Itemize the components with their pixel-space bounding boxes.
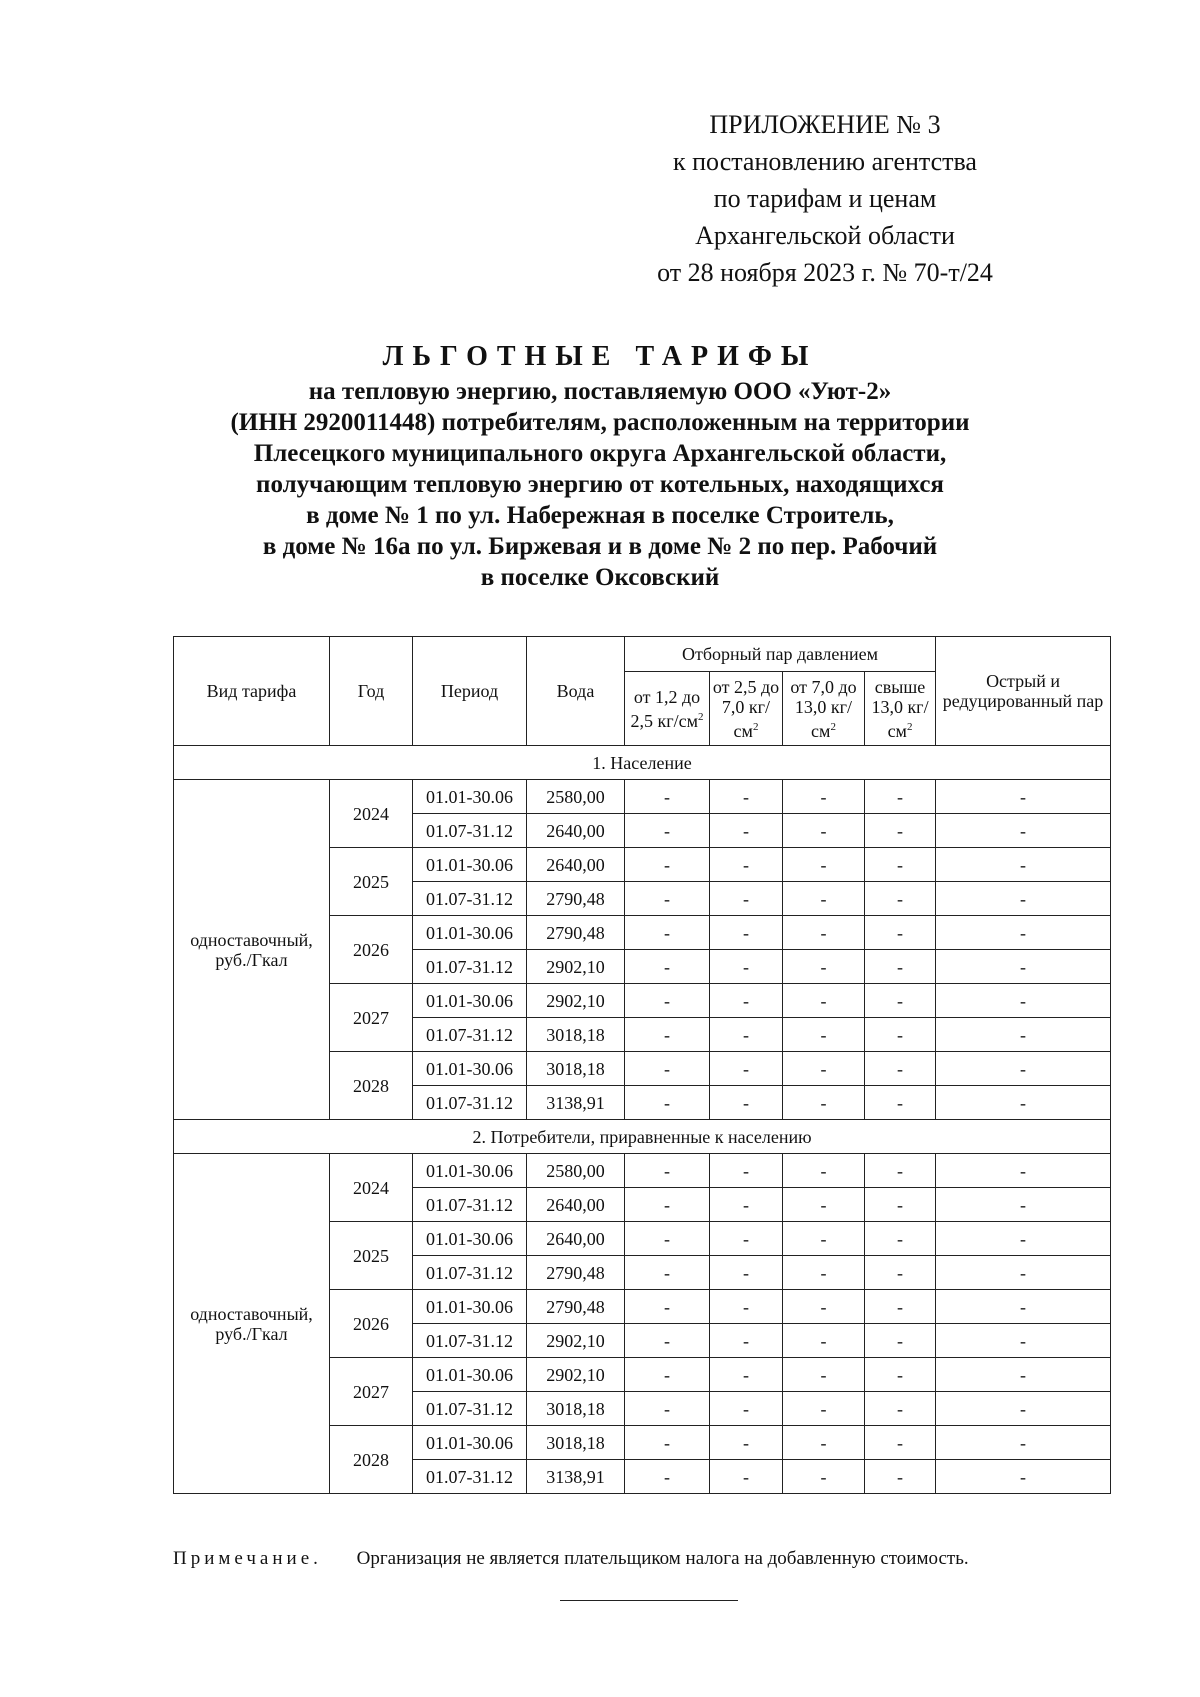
note-text: Организация не является плательщиком налога на добавленную стоимость. bbox=[356, 1548, 969, 1569]
water-value-cell: 2640,00 bbox=[527, 814, 625, 848]
table-row bbox=[174, 1154, 1111, 1188]
sharp-steam-value-cell: - bbox=[936, 984, 1111, 1018]
steam-value-cell: - bbox=[710, 1324, 783, 1358]
sharp-steam-value-cell: - bbox=[936, 1460, 1111, 1494]
steam-value-cell: - bbox=[865, 1256, 936, 1290]
sharp-steam-value-cell: - bbox=[936, 1086, 1111, 1120]
title-line: в доме № 1 по ул. Набережная в поселке Строитель, bbox=[306, 502, 894, 529]
tariff-type-cell: одноставочный, руб./Гкал bbox=[174, 780, 330, 1120]
steam-value-cell: - bbox=[865, 882, 936, 916]
steam-value-cell: - bbox=[710, 1188, 783, 1222]
steam-value-cell: - bbox=[865, 1426, 936, 1460]
sharp-steam-value-cell: - bbox=[936, 1290, 1111, 1324]
water-value-cell: 2902,10 bbox=[527, 1324, 625, 1358]
steam-value-cell: - bbox=[783, 1052, 865, 1086]
steam-value-cell: - bbox=[710, 1426, 783, 1460]
sharp-steam-value-cell: - bbox=[936, 1188, 1111, 1222]
period-cell: 01.01-30.06 bbox=[413, 984, 527, 1018]
period-cell: 01.01-30.06 bbox=[413, 780, 527, 814]
sharp-steam-value-cell: - bbox=[936, 1256, 1111, 1290]
header-steam-1: от 1,2 до 2,5 $кг/см^2$ bbox=[625, 672, 710, 746]
steam-value-cell: - bbox=[865, 1392, 936, 1426]
table-body bbox=[174, 746, 1111, 1494]
sharp-steam-value-cell: - bbox=[936, 1154, 1111, 1188]
period-cell: 01.01-30.06 bbox=[413, 1222, 527, 1256]
appendix-line: к постановлению агентства bbox=[673, 147, 977, 176]
steam-value-cell: - bbox=[625, 1256, 710, 1290]
steam-value-cell: - bbox=[710, 1290, 783, 1324]
appendix-date: от 28 ноября 2023 г. № 70-т/24 bbox=[657, 258, 993, 287]
steam-value-cell: - bbox=[710, 1222, 783, 1256]
steam-value-cell: - bbox=[783, 1188, 865, 1222]
steam-value-cell: - bbox=[865, 1154, 936, 1188]
water-value-cell: 2790,48 bbox=[527, 1256, 625, 1290]
steam-value-cell: - bbox=[783, 1290, 865, 1324]
period-cell: 01.07-31.12 bbox=[413, 814, 527, 848]
water-value-cell: 2790,48 bbox=[527, 916, 625, 950]
section-title: 1. Население bbox=[174, 746, 1111, 780]
steam-value-cell: - bbox=[710, 950, 783, 984]
steam-value-cell: - bbox=[783, 1392, 865, 1426]
year-cell: 2027 bbox=[330, 984, 413, 1052]
steam-value-cell: - bbox=[865, 950, 936, 984]
sharp-steam-value-cell: - bbox=[936, 848, 1111, 882]
sharp-steam-value-cell: - bbox=[936, 882, 1111, 916]
tariff-type-cell: одноставочный, руб./Гкал bbox=[174, 1154, 330, 1494]
steam-value-cell: - bbox=[625, 1460, 710, 1494]
steam-value-cell: - bbox=[865, 916, 936, 950]
steam-value-cell: - bbox=[710, 1460, 783, 1494]
steam-value-cell: - bbox=[783, 814, 865, 848]
steam-value-cell: - bbox=[710, 780, 783, 814]
water-value-cell: 2640,00 bbox=[527, 848, 625, 882]
sharp-steam-value-cell: - bbox=[936, 1392, 1111, 1426]
steam-value-cell: - bbox=[710, 1018, 783, 1052]
steam-value-cell: - bbox=[783, 1154, 865, 1188]
period-cell: 01.01-30.06 bbox=[413, 1426, 527, 1460]
period-cell: 01.07-31.12 bbox=[413, 1188, 527, 1222]
steam-value-cell: - bbox=[625, 1290, 710, 1324]
steam-value-cell: - bbox=[865, 1358, 936, 1392]
header-water: Вода bbox=[527, 637, 625, 746]
title-line: (ИНН 2920011448) потребителям, расположенным на территории bbox=[230, 409, 970, 436]
period-cell: 01.07-31.12 bbox=[413, 1324, 527, 1358]
appendix-number: ПРИЛОЖЕНИЕ № 3 bbox=[709, 110, 941, 139]
steam-value-cell: - bbox=[865, 1188, 936, 1222]
steam-value-cell: - bbox=[625, 916, 710, 950]
steam-value-cell: - bbox=[710, 1392, 783, 1426]
period-cell: 01.01-30.06 bbox=[413, 916, 527, 950]
section-title: 2. Потребители, приравненные к населению bbox=[174, 1120, 1111, 1154]
water-value-cell: 2580,00 bbox=[527, 1154, 625, 1188]
steam-value-cell: - bbox=[625, 1052, 710, 1086]
title-main: ЛЬГОТНЫЕ ТАРИФЫ bbox=[382, 341, 818, 372]
water-value-cell: 3018,18 bbox=[527, 1052, 625, 1086]
water-value-cell: 3018,18 bbox=[527, 1018, 625, 1052]
steam-value-cell: - bbox=[625, 814, 710, 848]
steam-value-cell: - bbox=[710, 984, 783, 1018]
steam-value-cell: - bbox=[783, 916, 865, 950]
water-value-cell: 2580,00 bbox=[527, 780, 625, 814]
steam-value-cell: - bbox=[710, 916, 783, 950]
year-cell: 2027 bbox=[330, 1358, 413, 1426]
sharp-steam-value-cell: - bbox=[936, 1324, 1111, 1358]
appendix-header bbox=[620, 106, 1030, 291]
header-tariff-type: Вид тарифа bbox=[174, 637, 330, 746]
sharp-steam-value-cell: - bbox=[936, 1018, 1111, 1052]
steam-value-cell: - bbox=[865, 1460, 936, 1494]
steam-value-cell: - bbox=[625, 1222, 710, 1256]
steam-value-cell: - bbox=[783, 1324, 865, 1358]
title-line: в поселке Оксовский bbox=[480, 564, 720, 591]
period-cell: 01.01-30.06 bbox=[413, 1154, 527, 1188]
water-value-cell: 3138,91 bbox=[527, 1086, 625, 1120]
period-cell: 01.01-30.06 bbox=[413, 848, 527, 882]
steam-value-cell: - bbox=[783, 1018, 865, 1052]
steam-value-cell: - bbox=[625, 848, 710, 882]
year-cell: 2028 bbox=[330, 1052, 413, 1120]
period-cell: 01.07-31.12 bbox=[413, 882, 527, 916]
sharp-steam-value-cell: - bbox=[936, 916, 1111, 950]
steam-value-cell: - bbox=[710, 848, 783, 882]
water-value-cell: 2640,00 bbox=[527, 1222, 625, 1256]
note bbox=[173, 1548, 1133, 1570]
year-cell: 2026 bbox=[330, 916, 413, 984]
section-row bbox=[174, 746, 1111, 780]
water-value-cell: 3138,91 bbox=[527, 1460, 625, 1494]
steam-value-cell: - bbox=[783, 984, 865, 1018]
steam-value-cell: - bbox=[625, 1188, 710, 1222]
period-cell: 01.07-31.12 bbox=[413, 1460, 527, 1494]
water-value-cell: 2790,48 bbox=[527, 1290, 625, 1324]
year-cell: 2028 bbox=[330, 1426, 413, 1494]
period-cell: 01.07-31.12 bbox=[413, 1256, 527, 1290]
sharp-steam-value-cell: - bbox=[936, 1358, 1111, 1392]
header-steam-4: свыше 13,0 $кг/см^2$ bbox=[865, 672, 936, 746]
steam-value-cell: - bbox=[865, 1222, 936, 1256]
tariffs-table bbox=[173, 636, 1111, 1494]
year-cell: 2025 bbox=[330, 848, 413, 916]
header-steam-group: Отборный пар давлением bbox=[625, 637, 936, 672]
sharp-steam-value-cell: - bbox=[936, 1222, 1111, 1256]
sharp-steam-value-cell: - bbox=[936, 780, 1111, 814]
water-value-cell: 3018,18 bbox=[527, 1392, 625, 1426]
sharp-steam-value-cell: - bbox=[936, 1426, 1111, 1460]
water-value-cell: 2790,48 bbox=[527, 882, 625, 916]
steam-value-cell: - bbox=[625, 1018, 710, 1052]
steam-value-cell: - bbox=[783, 1222, 865, 1256]
steam-value-cell: - bbox=[783, 950, 865, 984]
steam-value-cell: - bbox=[865, 984, 936, 1018]
sharp-steam-value-cell: - bbox=[936, 814, 1111, 848]
section-row bbox=[174, 1120, 1111, 1154]
year-cell: 2024 bbox=[330, 1154, 413, 1222]
steam-value-cell: - bbox=[710, 882, 783, 916]
period-cell: 01.07-31.12 bbox=[413, 950, 527, 984]
steam-value-cell: - bbox=[710, 1086, 783, 1120]
period-cell: 01.01-30.06 bbox=[413, 1052, 527, 1086]
steam-value-cell: - bbox=[710, 1154, 783, 1188]
appendix-line: Архангельской области bbox=[695, 221, 955, 250]
water-value-cell: 3018,18 bbox=[527, 1426, 625, 1460]
sharp-steam-value-cell: - bbox=[936, 950, 1111, 984]
header-period: Период bbox=[413, 637, 527, 746]
steam-value-cell: - bbox=[865, 1086, 936, 1120]
steam-value-cell: - bbox=[625, 882, 710, 916]
steam-value-cell: - bbox=[625, 950, 710, 984]
period-cell: 01.07-31.12 bbox=[413, 1392, 527, 1426]
steam-value-cell: - bbox=[710, 814, 783, 848]
steam-value-cell: - bbox=[783, 1256, 865, 1290]
sharp-steam-value-cell: - bbox=[936, 1052, 1111, 1086]
steam-value-cell: - bbox=[710, 1358, 783, 1392]
year-cell: 2024 bbox=[330, 780, 413, 848]
steam-value-cell: - bbox=[783, 780, 865, 814]
steam-value-cell: - bbox=[625, 1154, 710, 1188]
table-row bbox=[174, 780, 1111, 814]
steam-value-cell: - bbox=[865, 1018, 936, 1052]
steam-value-cell: - bbox=[710, 1052, 783, 1086]
steam-value-cell: - bbox=[625, 780, 710, 814]
title-line: Плесецкого муниципального округа Архангельской области, bbox=[253, 440, 947, 467]
steam-value-cell: - bbox=[865, 814, 936, 848]
document-title bbox=[150, 338, 1050, 593]
steam-value-cell: - bbox=[783, 882, 865, 916]
steam-value-cell: - bbox=[625, 984, 710, 1018]
period-cell: 01.01-30.06 bbox=[413, 1358, 527, 1392]
water-value-cell: 2902,10 bbox=[527, 950, 625, 984]
steam-value-cell: - bbox=[783, 1460, 865, 1494]
steam-value-cell: - bbox=[865, 1290, 936, 1324]
year-cell: 2026 bbox=[330, 1290, 413, 1358]
water-value-cell: 2902,10 bbox=[527, 984, 625, 1018]
steam-value-cell: - bbox=[783, 1426, 865, 1460]
water-value-cell: 2640,00 bbox=[527, 1188, 625, 1222]
header-steam-3: от 7,0 до 13,0 $кг/см^2$ bbox=[783, 672, 865, 746]
steam-value-cell: - bbox=[865, 1052, 936, 1086]
steam-value-cell: - bbox=[625, 1392, 710, 1426]
header-steam-2: от 2,5 до 7,0 $кг/см^2$ bbox=[710, 672, 783, 746]
steam-value-cell: - bbox=[625, 1426, 710, 1460]
steam-value-cell: - bbox=[625, 1358, 710, 1392]
title-line: на тепловую энергию, поставляемую ООО «Уют-2» bbox=[308, 378, 892, 405]
header-sharp-steam: Острый и редуцированный пар bbox=[936, 637, 1111, 746]
steam-value-cell: - bbox=[710, 1256, 783, 1290]
steam-value-cell: - bbox=[625, 1086, 710, 1120]
period-cell: 01.07-31.12 bbox=[413, 1018, 527, 1052]
note-label: Примечание. bbox=[173, 1548, 322, 1569]
period-cell: 01.07-31.12 bbox=[413, 1086, 527, 1120]
title-line: получающим тепловую энергию от котельных, находящихся bbox=[256, 471, 944, 498]
title-line: в доме № 16а по ул. Биржевая и в доме № 2 по пер. Рабочий bbox=[262, 533, 938, 560]
water-value-cell: 2902,10 bbox=[527, 1358, 625, 1392]
steam-value-cell: - bbox=[865, 1324, 936, 1358]
steam-value-cell: - bbox=[865, 848, 936, 882]
closing-rule bbox=[560, 1600, 738, 1601]
period-cell: 01.01-30.06 bbox=[413, 1290, 527, 1324]
steam-value-cell: - bbox=[625, 1324, 710, 1358]
appendix-line: по тарифам и ценам bbox=[713, 184, 937, 213]
steam-value-cell: - bbox=[783, 848, 865, 882]
steam-value-cell: - bbox=[865, 780, 936, 814]
header-year: Год bbox=[330, 637, 413, 746]
year-cell: 2025 bbox=[330, 1222, 413, 1290]
steam-value-cell: - bbox=[783, 1086, 865, 1120]
steam-value-cell: - bbox=[783, 1358, 865, 1392]
